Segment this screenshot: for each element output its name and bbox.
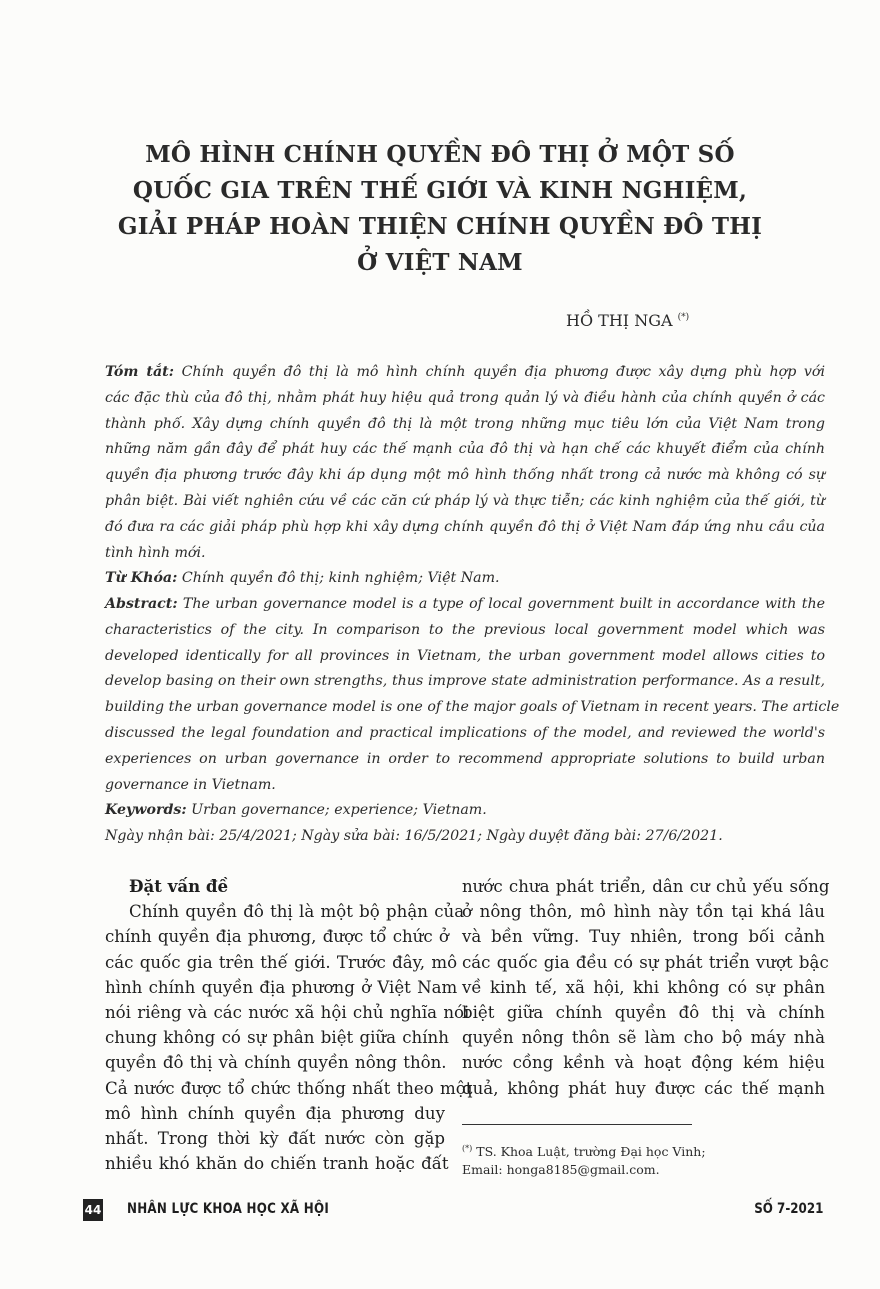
text-line-content: The urban governance model is a type of local government built in accordance with the [182,596,825,612]
title-line: Ở VIỆT NAM [357,249,523,276]
text-line: các đặc thù của đô thị, nhằm phát huy hiệu quả trong quản lý và điều hành của chính quyền ở các [105,389,825,406]
text-line [105,360,825,386]
text-line [105,592,825,618]
text-line: hình chính quyền địa phương ở Việt Nam [105,977,458,997]
keywords-en-label: Keywords: [105,802,187,818]
text-line: các quốc gia đều có sự phát triển vượt bậc [462,952,829,972]
page-footer [83,1199,823,1221]
page-number: 44 [83,1199,103,1221]
title-line: QUỐC GIA TRÊN THẾ GIỚI VÀ KINH NGHIỆM, [132,177,748,204]
text-line: những năm gần đây để phát huy các thế mạnh của đô thị và hạn chế các khuyết điểm của chính [105,441,825,458]
summary-vi [105,360,825,566]
abstract-label: Abstract: [105,596,178,612]
text-line: và bền vững. Tuy nhiên, trong bối cảnh [462,927,825,947]
keywords-vi-label: Từ Khóa: [105,570,178,586]
text-line: developed identically for all provinces in Vietnam, the urban government model allows cities to [105,647,825,664]
issue-number: SỐ 7-2021 [753,1201,823,1217]
text-line: experiences on urban governance in order to recommend appropriate solutions to build urban [105,750,825,767]
text-line: phân biệt. Bài viết nghiên cứu về các căn cứ pháp lý và thực tiễn; các kinh nghiệm của thế giới, từ [105,492,825,509]
summary-label: Tóm tắt: [105,364,174,380]
text-line: biệt giữa chính quyền đô thị và chính [462,1003,825,1023]
text-line: tình hình mới. [105,544,206,561]
article-title [60,137,820,281]
text-line: mô hình chính quyền địa phương duy [105,1103,445,1123]
text-line: governance in Vietnam. [105,776,276,793]
text-line: quyền địa phương trước đây khi áp dụng một mô hình thống nhất trong cả nước mà không có sự [105,467,825,484]
abstract-en [105,592,840,798]
magazine-name: NHÂN LỰC KHOA HỌC XÃ HỘI [127,1201,330,1217]
text-line: Cả nước được tổ chức thống nhất theo một [105,1078,473,1098]
text-line: quả, không phát huy được các thế mạnh [462,1078,825,1098]
text-line: characteristics of the city. In comparison to the previous local government model which was [105,621,825,638]
body-right-column [462,874,830,1101]
text-line: chính quyền địa phương, được tổ chức ở [105,927,449,947]
text-line-content: Chính quyền đô thị là mô hình chính quyền địa phương được xây dựng phù hợp với [181,364,825,380]
text-line: về kinh tế, xã hội, khi không có sự phân [462,977,825,997]
keywords-vi [105,566,825,592]
footnote [462,1140,706,1179]
text-line: nhiều khó khăn do chiến tranh hoặc đất [105,1154,449,1174]
text-line: nước chưa phát triển, dân cư chủ yếu sống [462,877,830,896]
text-line: quyền đô thị và chính quyền nông thôn. [105,1053,447,1073]
footnote-affiliation: TS. Khoa Luật, trường Đại học Vinh; [476,1144,706,1160]
text-line: nhất. Trong thời kỳ đất nước còn gặp [105,1129,445,1149]
author-footnote-mark: (*) [677,312,690,323]
text-line: building the urban governance model is one of the major goals of Vietnam in recent years. The article [105,699,840,716]
text-line: nước cồng kềnh và hoạt động kém hiệu [462,1053,825,1073]
keywords-en [105,798,825,824]
keywords-en-text: Urban governance; experience; Vietnam. [191,802,487,818]
title-line: MÔ HÌNH CHÍNH QUYỀN ĐÔ THỊ Ở MỘT SỐ [145,141,735,168]
footnote-divider [462,1124,692,1125]
text-line: nói riêng và các nước xã hội chủ nghĩa nói [105,1003,470,1023]
text-line: ở nông thôn, mô hình này tồn tại khá lâu [462,902,825,922]
article-dates: Ngày nhận bài: 25/4/2021; Ngày sửa bài: 16/5/2021; Ngày duyệt đăng bài: 27/6/2021. [105,828,723,844]
text-line: các quốc gia trên thế giới. Trước đây, mô [105,952,458,972]
text-line: develop basing on their own strengths, thus improve state administration performance. As a result, [105,673,825,690]
text-line: Chính quyền đô thị là một bộ phận của [129,902,465,922]
author [566,311,689,330]
author-name: HỒ THỊ NGA [566,311,673,330]
footnote-mark: (*) [462,1144,473,1153]
footnote-email: Email: honga8185@gmail.com. [462,1162,660,1178]
title-line: GIẢI PHÁP HOÀN THIỆN CHÍNH QUYỀN ĐÔ THỊ [117,213,763,240]
body-left-column [105,874,473,1176]
text-line: thành phố. Xây dựng chính quyền đô thị là một trong những mục tiêu lớn của Việt Nam trong [105,415,825,432]
text-line: discussed the legal foundation and practical implications of the model, and reviewed the world's [105,724,825,741]
keywords-vi-text: Chính quyền đô thị; kinh nghiệm; Việt Nam. [181,570,500,586]
section-heading: Đặt vấn đề [129,876,229,896]
text-line: chung không có sự phân biệt giữa chính [105,1028,449,1048]
text-line: quyền nông thôn sẽ làm cho bộ máy nhà [462,1028,825,1048]
text-line: đó đưa ra các giải pháp phù hợp khi xây dựng chính quyền đô thị ở Việt Nam đáp ứng nhu cầu của [105,518,825,535]
